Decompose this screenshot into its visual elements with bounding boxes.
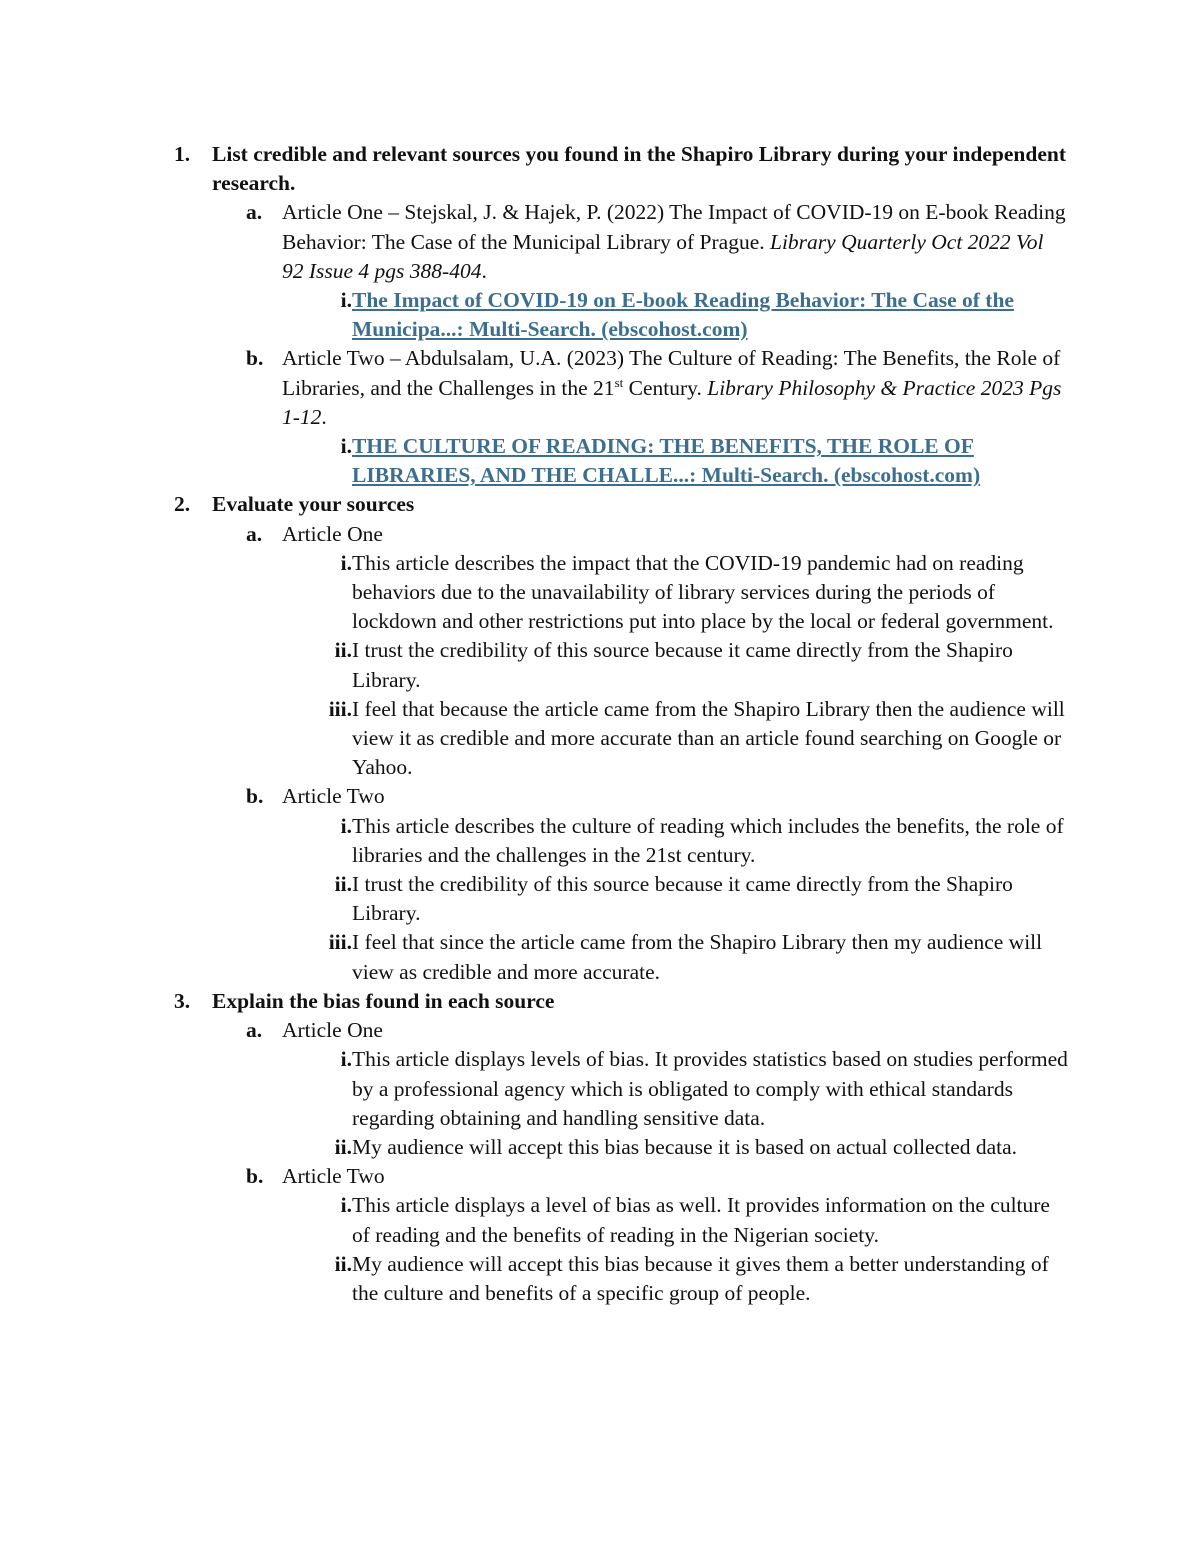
section-2-marker: 2. (174, 492, 191, 517)
list-item-marker: ii. (334, 638, 352, 663)
section-1-a-link-marker: i. (340, 288, 352, 313)
list-item-text: This article describes the impact that the COVID-19 pandemic had on reading behaviors due to the unavailability of library services during the periods of lockdown and other restrictions put into place by the local or federal government. (352, 550, 1054, 634)
list-item-text: This article displays levels of bias. It provides statistics based on studies performed by a professional agency which is obligated to comply with ethical standards regarding obtaining and handling sensitive data. (352, 1047, 1068, 1130)
list-item (170, 1045, 1070, 1133)
list-item (170, 1133, 1070, 1162)
section-3-b-marker: b. (246, 1164, 264, 1189)
list-item (170, 928, 1070, 986)
section-2-heading: Evaluate your sources (212, 492, 415, 517)
section-1-a-link-item (170, 286, 1070, 344)
list-item-text: This article displays a level of bias as well. It provides information on the culture of reading and the benefits of reading in the Nigerian society. (352, 1193, 1050, 1247)
section-3-a-label: Article One (282, 1018, 383, 1043)
section-3 (170, 987, 1070, 1016)
superscript-st: st (614, 374, 624, 390)
section-2-a-marker: a. (246, 521, 263, 546)
list-item (170, 695, 1070, 783)
list-item-marker: i. (340, 550, 352, 575)
list-item-text: This article describes the culture of reading which includes the benefits, the role of libraries and the challenges in the 21st century. (352, 813, 1064, 867)
journal-article-two: Library Philosophy & Practice 2023 Pgs 1-12 (282, 375, 1062, 429)
section-3-item-b (170, 1162, 1070, 1191)
link-article-one[interactable]: The Impact of COVID-19 on E-book Reading Behavior: The Case of the Municipa...: Multi-Search. (ebscohost.com) (352, 288, 1014, 342)
section-1-a-marker: a. (246, 200, 263, 225)
list-item-text: My audience will accept this bias because it gives them a better understanding of the culture and benefits of a specific group of people. (352, 1251, 1049, 1305)
section-3-heading: Explain the bias found in each source (212, 988, 555, 1013)
list-item-marker: ii. (334, 872, 352, 897)
section-3-b-label: Article Two (282, 1164, 385, 1189)
list-item-marker: ii. (334, 1134, 352, 1159)
section-1-marker: 1. (174, 142, 191, 166)
list-item-marker: iii. (328, 930, 352, 955)
list-item-marker: i. (340, 1193, 352, 1218)
list-item-text: I trust the credibility of this source because it came directly from the Shapiro Library. (352, 638, 1013, 692)
list-item-marker: iii. (328, 696, 352, 721)
section-1-b-marker: b. (246, 346, 264, 371)
section-1 (170, 140, 1070, 198)
section-1-b-link-item (170, 432, 1070, 490)
journal-article-one: Library Quarterly Oct 2022 Vol 92 Issue 4 pgs 388-404 (282, 229, 1044, 283)
section-2-a-label: Article One (282, 521, 383, 546)
section-2 (170, 490, 1070, 519)
list-item (170, 636, 1070, 694)
list-item (170, 1191, 1070, 1249)
list-item-text: I trust the credibility of this source because it came directly from the Shapiro Library. (352, 872, 1013, 926)
section-3-a-marker: a. (246, 1018, 263, 1043)
list-item-text: I feel that because the article came from the Shapiro Library then the audience will view it as credible and more accurate than an article found searching on Google or Yahoo. (352, 696, 1065, 780)
citation-article-two-cont: Century. (623, 375, 708, 400)
section-2-item-a (170, 520, 1070, 549)
list-item-marker: i. (340, 813, 352, 838)
document-body (170, 140, 1070, 1308)
section-3-marker: 3. (174, 988, 191, 1013)
section-2-item-b (170, 782, 1070, 811)
section-1-b-link-marker: i. (340, 434, 352, 459)
list-item (170, 870, 1070, 928)
list-item (170, 812, 1070, 870)
section-2-b-label: Article Two (282, 784, 385, 809)
citation-article-one: Article One – Stejskal, J. & Hajek, P. (2022) The Impact of COVID-19 on E-book Reading Behavior: The Case of the Municipal Library of Prague. (282, 200, 1066, 254)
citation-article-two: Article Two – Abdulsalam, U.A. (2023) The Culture of Reading: The Benefits, the Role of Libraries, and the Challenges in the 21 (282, 346, 1061, 400)
section-3-item-a (170, 1016, 1070, 1045)
section-1-item-a (170, 198, 1070, 286)
list-item-text: I feel that since the article came from the Shapiro Library then my audience will view as credible and more accurate. (352, 930, 1043, 984)
section-1-heading: List credible and relevant sources you found in the Shapiro Library during your independent research. (212, 142, 1066, 196)
citation-period: . (321, 404, 327, 429)
list-item (170, 1250, 1070, 1308)
list-item-text: My audience will accept this bias because it is based on actual collected data. (352, 1134, 1018, 1159)
list-item-marker: i. (340, 1047, 352, 1072)
link-article-two[interactable]: THE CULTURE OF READING: THE BENEFITS, THE ROLE OF LIBRARIES, AND THE CHALLE...: Multi-Search. (ebscohost.com) (352, 434, 981, 488)
list-item (170, 549, 1070, 637)
list-item-marker: ii. (334, 1251, 352, 1276)
section-2-b-marker: b. (246, 784, 264, 809)
section-1-item-b (170, 344, 1070, 432)
citation-period: . (481, 258, 487, 283)
